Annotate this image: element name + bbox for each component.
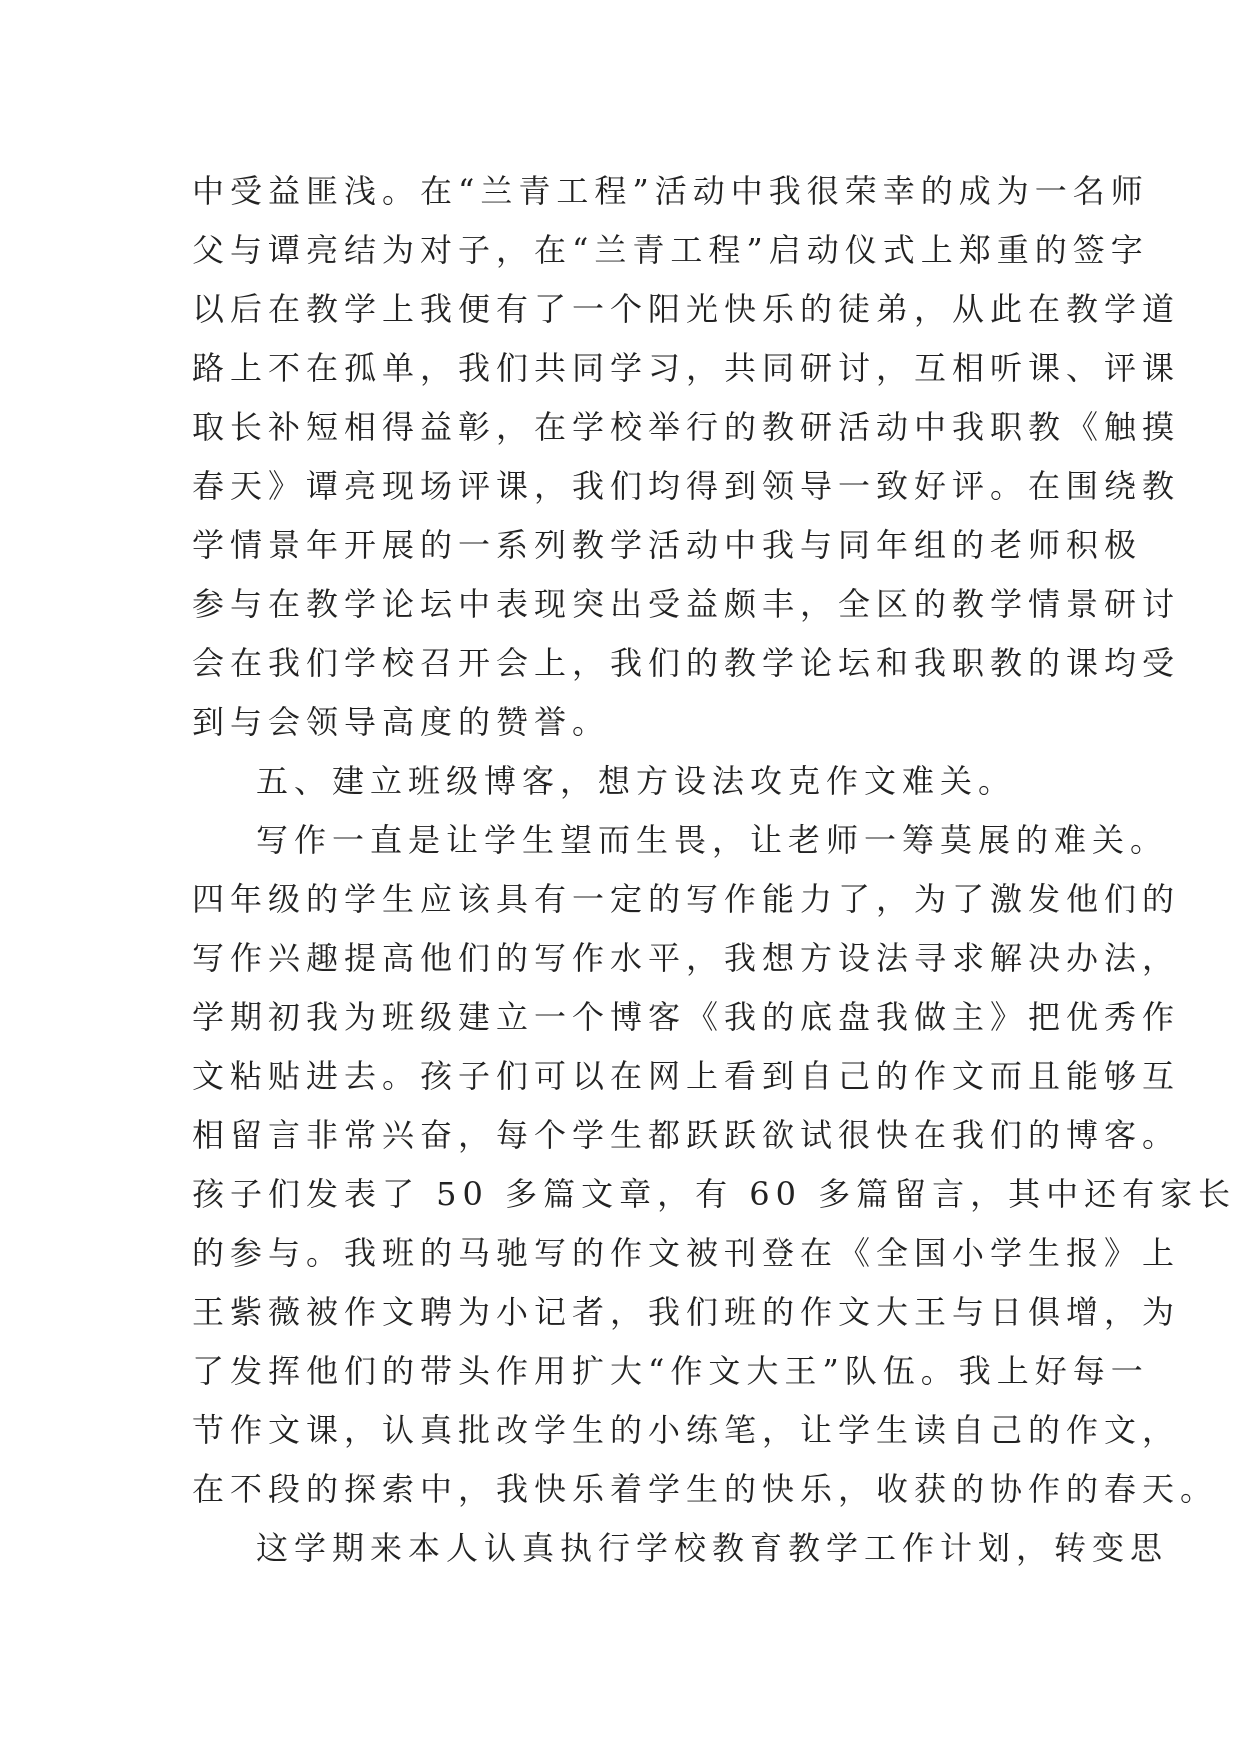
text-line: 了发挥他们的带头作用扩大“作文大王”队伍。我上好每一	[192, 1352, 1149, 1390]
text-line: 学情景年开展的一系列教学活动中我与同年组的老师积极	[192, 526, 1143, 564]
text-line: 会在我们学校召开会上，我们的教学论坛和我职教的课均受	[192, 644, 1181, 682]
section-heading: 五、建立班级博客，想方设法攻克作文难关。	[256, 762, 1017, 800]
text-line: 四年级的学生应该具有一定的写作能力了，为了激发他们的	[192, 880, 1181, 918]
text-line: 节作文课，认真批改学生的小练笔，让学生读自己的作文，	[192, 1411, 1181, 1449]
text-line: 到与会领导高度的赞誉。	[192, 703, 611, 741]
text-line: 在不段的探索中，我快乐着学生的快乐，收获的协作的春天。	[192, 1470, 1219, 1508]
text-line: 学期初我为班级建立一个博客《我的底盘我做主》把优秀作	[192, 998, 1181, 1036]
text-line: 春天》谭亮现场评课，我们均得到领导一致好评。在围绕教	[192, 467, 1181, 505]
body-text	[192, 162, 1237, 1578]
text-line: 写作兴趣提高他们的写作水平，我想方设法寻求解决办法，	[192, 939, 1181, 977]
text-line: 的参与。我班的马驰写的作文被刊登在《全国小学生报》上	[192, 1234, 1181, 1272]
paragraph-start: 写作一直是让学生望而生畏，让老师一筹莫展的难关。	[256, 821, 1169, 859]
text-line: 中受益匪浅。在“兰青工程”活动中我很荣幸的成为一名师	[192, 172, 1149, 210]
text-line: 文粘贴进去。孩子们可以在网上看到自己的作文而且能够互	[192, 1057, 1181, 1095]
text-line: 参与在教学论坛中表现突出受益颇丰，全区的教学情景研讨	[192, 585, 1181, 623]
text-line: 父与谭亮结为对子，在“兰青工程”启动仪式上郑重的签字	[192, 231, 1149, 269]
text-line: 王紫薇被作文聘为小记者，我们班的作文大王与日俱增，为	[192, 1293, 1181, 1331]
text-line: 相留言非常兴奋，每个学生都跃跃欲试很快在我们的博客。	[192, 1116, 1181, 1154]
paragraph-start: 这学期来本人认真执行学校教育教学工作计划，转变思	[256, 1529, 1169, 1567]
text-line: 取长补短相得益彰，在学校举行的教研活动中我职教《触摸	[192, 408, 1181, 446]
text-line: 路上不在孤单，我们共同学习，共同研讨，互相听课、评课	[192, 349, 1181, 387]
text-line: 孩子们发表了 50 多篇文章，有 60 多篇留言，其中还有家长	[192, 1175, 1237, 1213]
text-line: 以后在教学上我便有了一个阳光快乐的徒弟，从此在教学道	[192, 290, 1181, 328]
